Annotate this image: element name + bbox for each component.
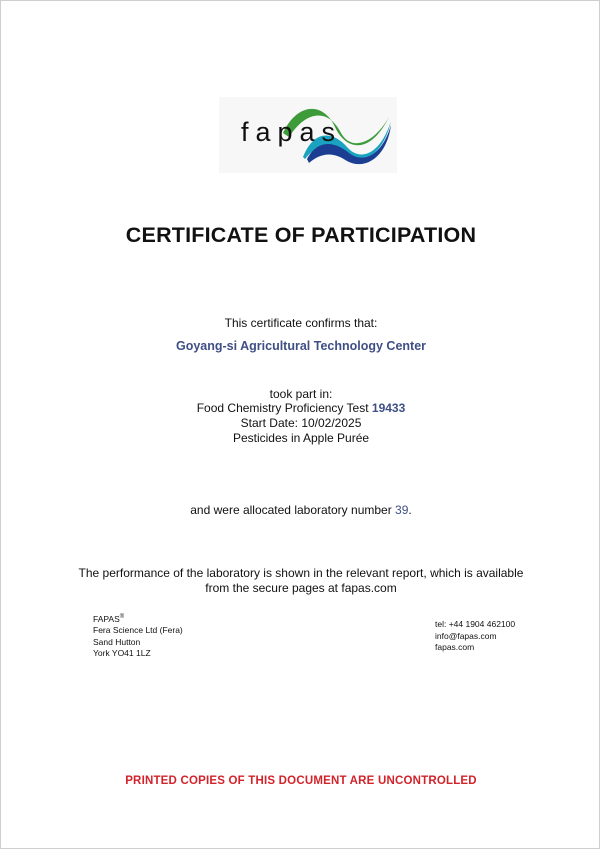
performance-line-1: The performance of the laboratory is shown in the relevant report, which is available (78, 566, 524, 580)
allocation-line (1, 503, 600, 518)
footer-org-name: FAPAS (93, 613, 120, 624)
footer-telephone: tel: +44 1904 462100 (435, 619, 516, 629)
allocation-text: and were allocated laboratory number (190, 503, 392, 517)
performance-line-2: from the secure pages at fapas.com (205, 580, 397, 595)
uncontrolled-notice: PRINTED COPIES OF THIS DOCUMENT ARE UNCONTROLLED (125, 775, 477, 787)
fapas-logo (219, 97, 397, 173)
laboratory-number: 39 (395, 503, 409, 517)
footer-email[interactable]: info@fapas.com (435, 630, 497, 641)
start-date: Start Date: 10/02/2025 (240, 416, 362, 430)
test-name-line (1, 401, 600, 416)
test-number: 19433 (371, 401, 406, 415)
certificate-title: CERTIFICATE OF PARTICIPATION (125, 223, 477, 247)
registered-mark: ® (119, 614, 125, 620)
footer-address-line: Sand Hutton (93, 636, 141, 647)
footer-website[interactable]: fapas.com (435, 642, 475, 652)
laboratory-name: Goyang-si Agricultural Technology Center (175, 339, 427, 353)
performance-statement (1, 566, 600, 595)
test-name: Food Chemistry Proficiency Test (196, 401, 369, 415)
footer-org (93, 612, 183, 625)
allocation-period: . (408, 503, 412, 517)
footer-address-line: Fera Science Ltd (Fera) (93, 625, 183, 636)
footer-address-line: York YO41 1LZ (93, 648, 151, 659)
fapas-logo-graphic (219, 97, 397, 173)
confirm-text: This certificate confirms that: (224, 316, 378, 330)
footer-contact (435, 619, 515, 654)
took-part-text: took part in: (269, 387, 333, 401)
test-matrix: Pesticides in Apple Purée (232, 431, 370, 445)
logo-wordmark: fapas (241, 117, 343, 147)
footer-address (93, 612, 183, 660)
